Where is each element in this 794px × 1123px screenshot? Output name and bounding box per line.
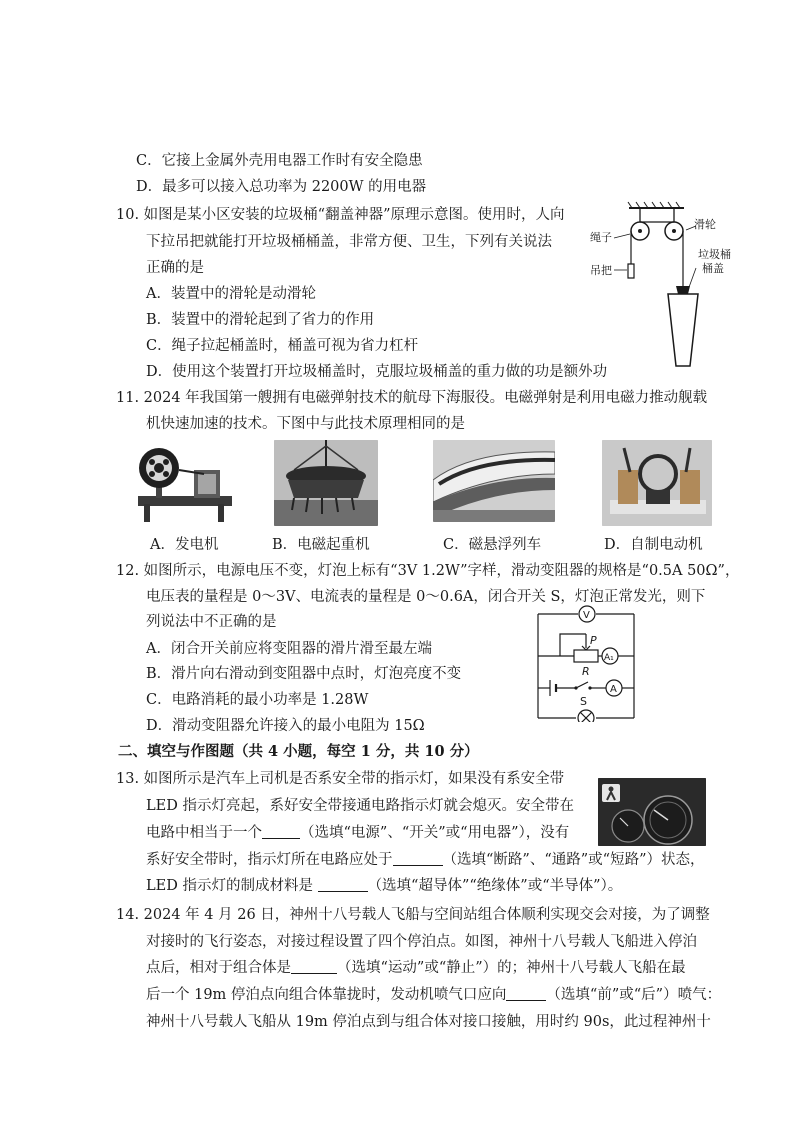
q11-option-a: A．发电机 (150, 537, 219, 553)
q12-stem-1: 12. 如图所示，电源电压不变，灯泡上标有“3V 1.2W”字样，滑动变阻器的规格是“0.5A 50Ω”， (116, 563, 740, 579)
label-lid-2: 桶盖 (702, 262, 724, 275)
maglev-train-photo (433, 440, 555, 522)
q14-text-4a: 后一个 19m 停泊点向组合体靠拢时，发动机喷气口应向 (146, 987, 507, 1003)
option-c-q9: C．它接上金属外壳用电器工作时有安全隐患 (136, 153, 423, 169)
q13-stem-2: LED 指示灯亮起，系好安全带接通电路指示灯就会熄灭。安全带在 (146, 798, 574, 814)
q12-option-d: D．滑动变阻器允许接入的最小电阻为 15Ω (146, 718, 425, 734)
q10-option-d: D．使用这个装置打开垃圾桶盖时，克服垃圾桶盖的重力做的功是额外功 (146, 364, 608, 380)
dashboard-photo (598, 778, 706, 846)
section-2-heading: 二、填空与作图题（共 4 小题，每空 1 分，共 10 分） (118, 743, 479, 760)
q10-option-a: A．装置中的滑轮是动滑轮 (146, 286, 316, 302)
q14-stem-1: 14. 2024 年 4 月 26 日，神州十八号载人飞船与空间站组合体顺利实现交会对接，为了调整 (116, 907, 710, 923)
rheostat-label-r: R (582, 665, 590, 678)
blank-q13-3[interactable] (318, 877, 368, 892)
circuit-diagram (530, 604, 650, 722)
electromagnetic-crane-photo (274, 440, 378, 526)
q13-stem-4 (146, 850, 704, 870)
label-pulley: 滑轮 (694, 218, 716, 231)
q11-option-c: C．磁悬浮列车 (443, 537, 542, 553)
q10-stem-2: 下拉吊把就能打开垃圾桶桶盖，非常方便、卫生，下列有关说法 (146, 234, 552, 250)
q14-stem-5: 神州十八号载人飞船从 19m 停泊点到与组合体对接口接触，用时约 90s，此过程神州十 (146, 1014, 711, 1030)
q14-stem-2: 对接时的飞行姿态，对接过程设置了四个停泊点。如图，神州十八号载人飞船进入停泊 (146, 934, 697, 950)
option-d-q9: D．最多可以接入总功率为 2200W 的用电器 (136, 179, 427, 195)
q14-text-3a: 点后，相对于组合体是 (146, 960, 291, 976)
slider-label-p: P (590, 634, 597, 647)
q12-option-a: A．闭合开关前应将变阻器的滑片滑至最左端 (146, 641, 432, 657)
q11-stem-1: 11. 2024 年我国第一艘拥有电磁弹射技术的航母下海服役。电磁弹射是利用电磁力推动舰载 (116, 390, 708, 406)
q11-stem-2: 机快速加速的技术。下图中与此技术原理相同的是 (146, 416, 465, 432)
q13-stem-5 (146, 876, 622, 896)
q10-option-c: C．绳子拉起桶盖时，桶盖可视为省力杠杆 (146, 338, 419, 354)
label-rope: 绳子 (590, 231, 612, 244)
q13-text-3a: 电路中相当于一个 (146, 825, 262, 841)
q14-stem-4 (146, 985, 721, 1005)
q12-stem-3: 列说法中不正确的是 (146, 614, 277, 630)
q11-option-d: D．自制电动机 (604, 537, 703, 553)
q12-option-b: B．滑片向右滑动到变阻器中点时，灯泡亮度不变 (146, 666, 462, 682)
pulley-diagram (584, 198, 744, 378)
ammeter1-label: A₁ (604, 653, 614, 663)
blank-q14-1[interactable] (291, 959, 337, 974)
label-handle: 吊把 (590, 264, 612, 277)
blank-q14-2[interactable] (506, 986, 546, 1001)
q13-text-5b: （选填“超导体”“绝缘体”或“半导体”）。 (367, 878, 623, 894)
q13-text-4a: 系好安全带时，指示灯所在电路应处于 (146, 852, 393, 868)
q10-stem-1: 10. 如图是某小区安装的垃圾桶“翻盖神器”原理示意图。使用时，人向 (116, 207, 565, 223)
ammeter-label: A (610, 684, 617, 695)
q13-text-5a: LED 指示灯的制成材料是 (146, 878, 318, 894)
label-lid-1: 垃圾桶 (698, 248, 731, 261)
q14-text-3b: （选填“运动”或“静止”）的；神州十八号载人飞船在最 (337, 960, 686, 976)
q14-stem-3 (146, 958, 686, 978)
q12-stem-2: 电压表的量程是 0～3V、电流表的量程是 0～0.6A，闭合开关 S，灯泡正常发光，则下 (146, 589, 706, 605)
switch-label-s: S (580, 695, 587, 708)
q14-text-4b: （选填“前”或“后”）喷气： (546, 987, 722, 1003)
homemade-motor-photo (602, 440, 712, 526)
blank-q13-1[interactable] (262, 824, 300, 839)
q11-option-b: B．电磁起重机 (272, 537, 370, 553)
q10-stem-3: 正确的是 (146, 260, 204, 276)
q13-stem-3 (146, 823, 569, 843)
blank-q13-2[interactable] (393, 851, 443, 866)
voltmeter-label: V (583, 610, 590, 621)
q12-option-c: C．电路消耗的最小功率是 1.28W (146, 692, 369, 708)
q13-stem-1: 13. 如图所示是汽车上司机是否系安全带的指示灯，如果没有系安全带 (116, 771, 565, 787)
q13-text-4b: （选填“断路”、“通路”或“短路”）状态， (442, 852, 705, 868)
q13-text-3b: （选填“电源”、“开关”或“用电器”），没有 (300, 825, 570, 841)
q10-option-b: B．装置中的滑轮起到了省力的作用 (146, 312, 375, 328)
generator-photo (134, 440, 238, 524)
